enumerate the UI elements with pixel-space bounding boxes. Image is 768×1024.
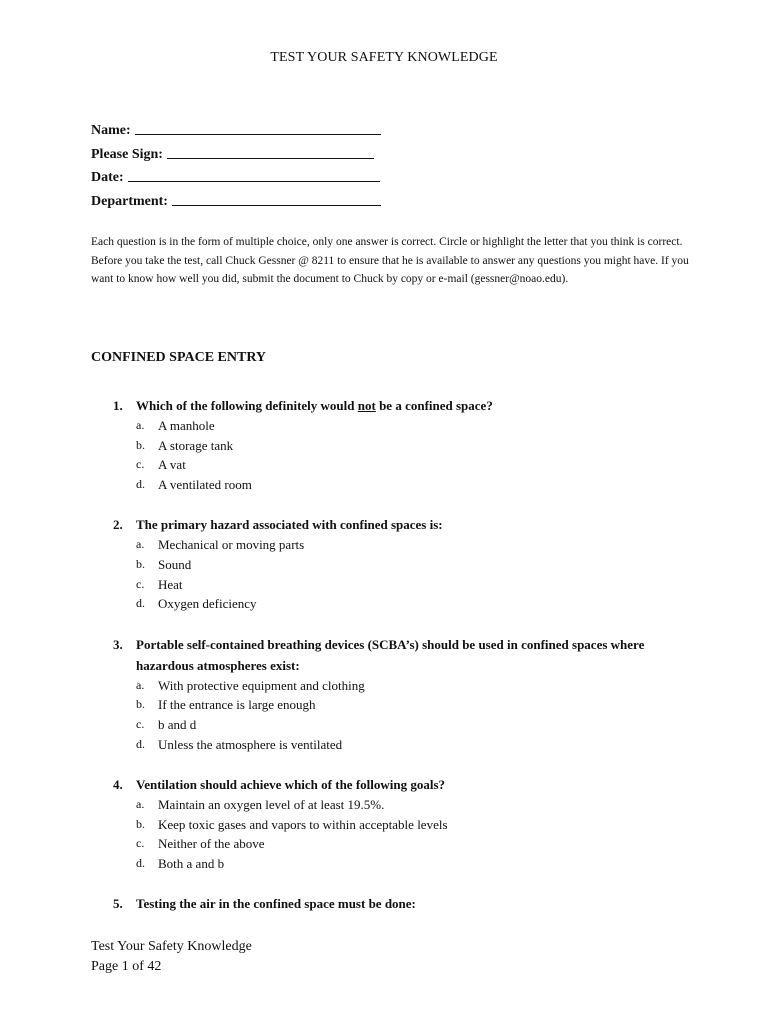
question-number: 1. (113, 398, 123, 413)
option-letter: d. (136, 856, 145, 871)
page-footer (91, 937, 252, 977)
option-item[interactable] (0, 594, 768, 614)
question-text: Portable self-contained breathing devices (SCBA’s) should be used in confined spaces where hazardous atmospheres exist: (136, 636, 645, 673)
question-2 (0, 514, 768, 614)
name-label: Name: (91, 123, 131, 138)
option-item[interactable] (0, 436, 768, 456)
question-text: Testing the air in the confined space must be done: (136, 896, 416, 912)
question-4-options (0, 795, 768, 874)
option-item[interactable] (0, 535, 768, 555)
option-letter: b. (136, 816, 145, 831)
option-letter: c. (136, 457, 145, 472)
option-letter: b. (136, 557, 145, 572)
date-blank[interactable] (128, 167, 380, 182)
option-letter: c. (136, 717, 145, 732)
question-text-underlined: not (357, 398, 376, 413)
option-item[interactable] (0, 555, 768, 575)
footer-document-name: Test Your Safety Knowledge (91, 939, 252, 954)
question-text: Ventilation should achieve which of the following goals? (136, 776, 446, 792)
department-blank[interactable] (172, 191, 381, 206)
option-text: b and d (158, 717, 197, 733)
question-1-text (0, 395, 696, 416)
option-item[interactable] (0, 854, 768, 874)
date-label: Date: (91, 170, 124, 185)
option-text: A manhole (158, 418, 215, 433)
footer-page-number: Page 1 of 42 (91, 959, 162, 974)
option-item[interactable] (0, 455, 768, 475)
option-letter: a. (136, 677, 145, 692)
question-list (0, 395, 768, 934)
option-text: Mechanical or moving parts (158, 537, 305, 553)
name-field-row (91, 119, 381, 143)
option-letter: c. (136, 836, 145, 851)
option-text: A vat (158, 457, 186, 473)
question-2-text (0, 514, 696, 535)
option-letter: c. (136, 576, 145, 591)
section-heading: CONFINED SPACE ENTRY (91, 350, 267, 365)
option-text: A ventilated room (158, 477, 252, 493)
question-number: 3. (113, 636, 123, 652)
question-3-options (0, 676, 768, 755)
department-label: Department: (91, 193, 168, 209)
signature-field-row (91, 143, 381, 167)
question-5 (0, 893, 768, 914)
question-number: 2. (113, 517, 123, 533)
option-text: Heat (158, 576, 183, 592)
instructions-paragraph: Each question is in the form of multiple choice, only one answer is correct. Circle or highlight the letter that you think is correct. Before you take the test, call Chuck Gessner @ 8211 to ensure that he is available to answer any questions you might have. If you want to know how well you did, submit the document to Chuck by copy or e-mail (gessner@noao.edu). (91, 236, 689, 285)
option-letter: a. (136, 796, 145, 811)
option-letter: d. (136, 736, 145, 751)
option-letter: a. (136, 537, 145, 552)
option-item[interactable] (0, 416, 768, 436)
option-letter: b. (136, 437, 145, 452)
option-text: Sound (158, 557, 192, 573)
date-field-row (91, 166, 381, 190)
option-letter: d. (136, 477, 145, 492)
name-blank[interactable] (135, 120, 381, 135)
signature-blank[interactable] (167, 144, 374, 159)
question-text-part: be a confined space? (375, 398, 493, 413)
option-text: Both a and b (158, 856, 225, 872)
option-text: With protective equipment and clothing (158, 677, 365, 693)
option-text: Maintain an oxygen level of at least 19.5%. (158, 796, 385, 812)
question-4-text (0, 774, 696, 795)
question-1 (0, 395, 768, 495)
question-3 (0, 634, 768, 755)
document-title: TEST YOUR SAFETY KNOWLEDGE (270, 50, 498, 65)
signature-label: Please Sign: (91, 146, 163, 162)
question-4 (0, 774, 768, 874)
option-text: Keep toxic gases and vapors to within acceptable levels (158, 816, 448, 832)
option-text: Neither of the above (158, 836, 265, 852)
question-text-part: Which of the following definitely would (136, 398, 358, 413)
question-number: 5. (113, 896, 123, 912)
option-item[interactable] (0, 715, 768, 735)
option-item[interactable] (0, 795, 768, 815)
option-item[interactable] (0, 834, 768, 854)
department-field-row (91, 190, 381, 214)
option-letter: a. (136, 418, 145, 432)
question-text: The primary hazard associated with confined spaces is: (136, 517, 443, 533)
option-text: Unless the atmosphere is ventilated (158, 736, 343, 752)
question-number: 4. (113, 776, 123, 792)
option-text: A storage tank (158, 437, 234, 453)
option-item[interactable] (0, 695, 768, 715)
info-fields (91, 119, 381, 213)
option-letter: d. (136, 596, 145, 611)
question-2-options (0, 535, 768, 614)
question-5-text (0, 893, 696, 914)
option-letter: b. (136, 697, 145, 712)
question-1-options (0, 416, 768, 495)
option-item[interactable] (0, 815, 768, 835)
question-3-text (0, 634, 696, 676)
option-item[interactable] (0, 475, 768, 495)
option-item[interactable] (0, 735, 768, 755)
option-text: Oxygen deficiency (158, 596, 257, 612)
option-item[interactable] (0, 575, 768, 595)
option-item[interactable] (0, 676, 768, 696)
option-text: If the entrance is large enough (158, 697, 316, 713)
